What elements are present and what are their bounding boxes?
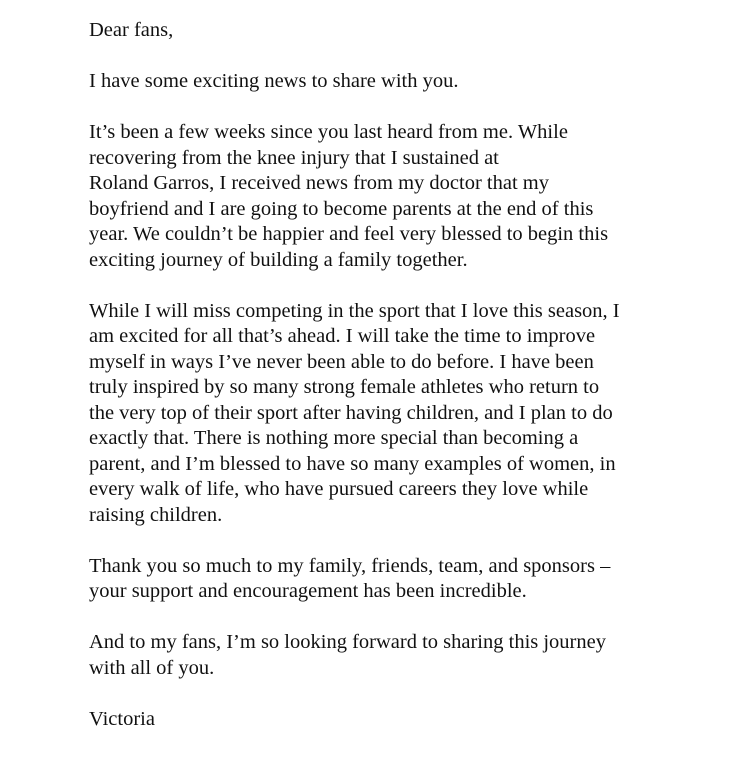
paragraph-thanks: Thank you so much to my family, friends, team, and sponsors – your support and encouragement has been incredible. <box>89 554 611 602</box>
salutation: Dear fans, <box>89 19 174 41</box>
paragraph-announcement: I have some exciting news to share with you. <box>89 70 459 92</box>
signature: Victoria <box>89 707 155 730</box>
letter <box>89 18 729 732</box>
paragraph-fans: And to my fans, I’m so looking forward to sharing this journey with all of you. <box>89 631 606 679</box>
paragraph-news: It’s been a few weeks since you last heard from me. While recovering from the knee injury that I sustained at Roland Garros, I received news from my doctor that my boyfriend and I are going to become parents at the end of this year. We couldn’t be happier and feel very blessed to begin this exciting journey of building a family together. <box>89 121 609 271</box>
paragraph-future-plans: While I will miss competing in the sport that I love this season, I am excited for all that’s ahead. I will take the time to improve myself in ways I’ve never been able to do before. I have been truly inspired by so many strong female athletes who return to the very top of their sport after having children, and I plan to do exactly that. There is nothing more special than becoming a parent, and I’m blessed to have so many examples of women, in every walk of life, who have pursued careers they love while raising children. <box>89 299 620 526</box>
